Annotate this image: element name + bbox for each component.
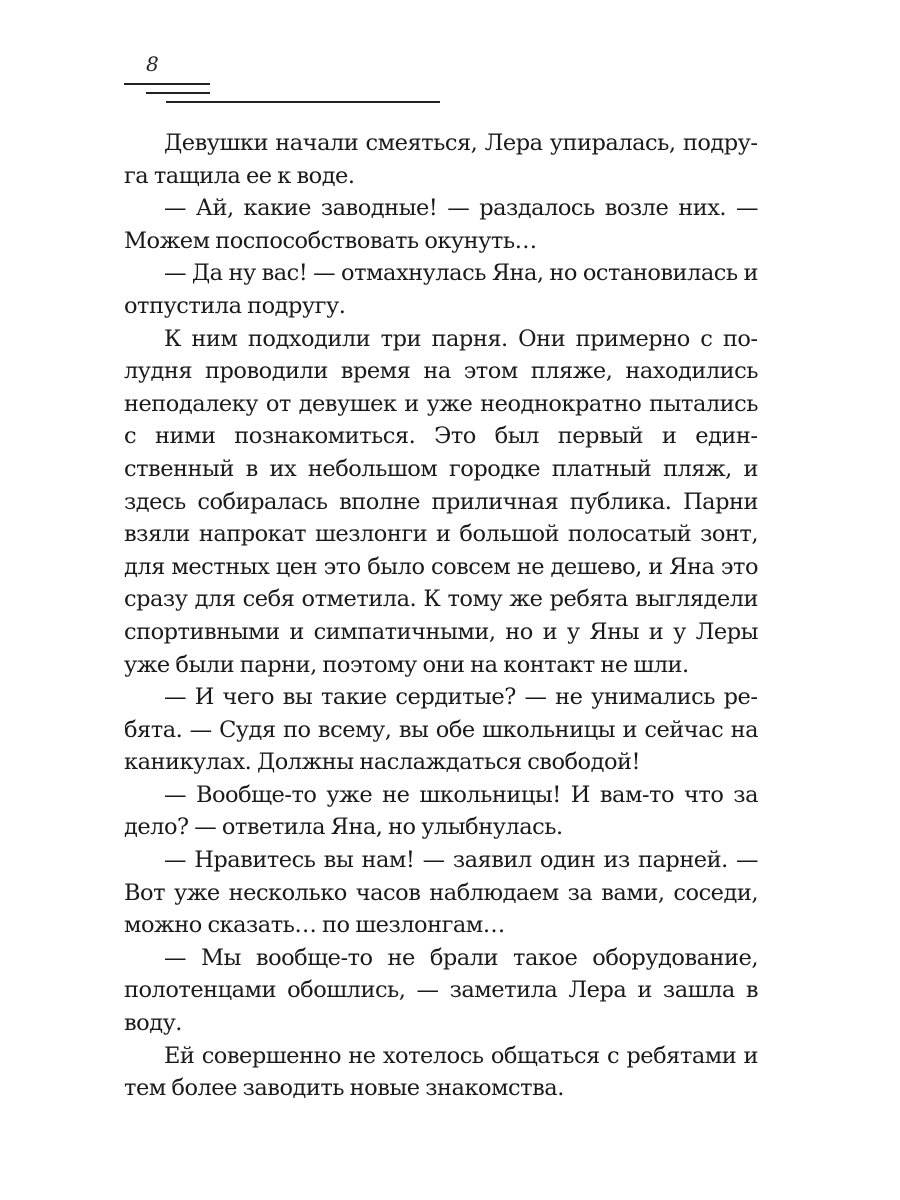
paragraph: — Ай, какие заводные! — раздалось возле них. — Можем поспособствовать окунуть… — [124, 195, 758, 254]
paragraph: — Нравитесь вы нам! — заявил один из парней. — Вот уже несколько часов наблюдаем за вами, соседи, можно сказать… по шезлонгам… — [124, 847, 758, 939]
paragraph: — Вообще-то уже не школьницы! И вам-то что за дело? — ответила Яна, но улыбнулась. — [124, 781, 758, 841]
paragraph: Девушки начали смеяться, Лера упиралась, подруга тащила ее к воде. — [124, 130, 758, 189]
page-number: 8 — [146, 52, 159, 76]
header-rule-3 — [166, 101, 440, 103]
paragraph: — Да ну вас! — отмахнулась Яна, но остановилась и отпустила подругу. — [124, 260, 758, 319]
header-rule-2 — [146, 92, 210, 94]
header-rule-1 — [124, 83, 210, 85]
paragraph: — Мы вообще-то не брали такое оборудование, полотенцами обошлись, — заметила Лера и зашла в воду. — [124, 944, 758, 1037]
body-text — [124, 127, 758, 1105]
paragraph: К ним подходили три парня. Они примерно с полудня проводили время на этом пляже, находились неподалеку от девушек и уже неоднократно пытались с ними познакомиться. Это был первый и единственный в их небольшом городке платный пляж, и здесь собиралась вполне приличная публика. Парни взяли напрокат шезлонги и большой полосатый зонт, для местных цен это было совсем не дешево, и Яна это сразу для себя отметила. К тому же ребята выглядели спортивными и симпатичными, но и у Яны и у Леры уже были парни, поэтому они на контакт не шли. — [124, 325, 758, 678]
paragraph: — И чего вы такие сердитые? — не унимались ребята. — Судя по всему, вы обе школьницы и сейчас на каникулах. Должны наслаждаться свободой! — [124, 684, 758, 776]
paragraph: Ей совершенно не хотелось общаться с ребятами и тем более заводить новые знакомства. — [124, 1042, 758, 1102]
